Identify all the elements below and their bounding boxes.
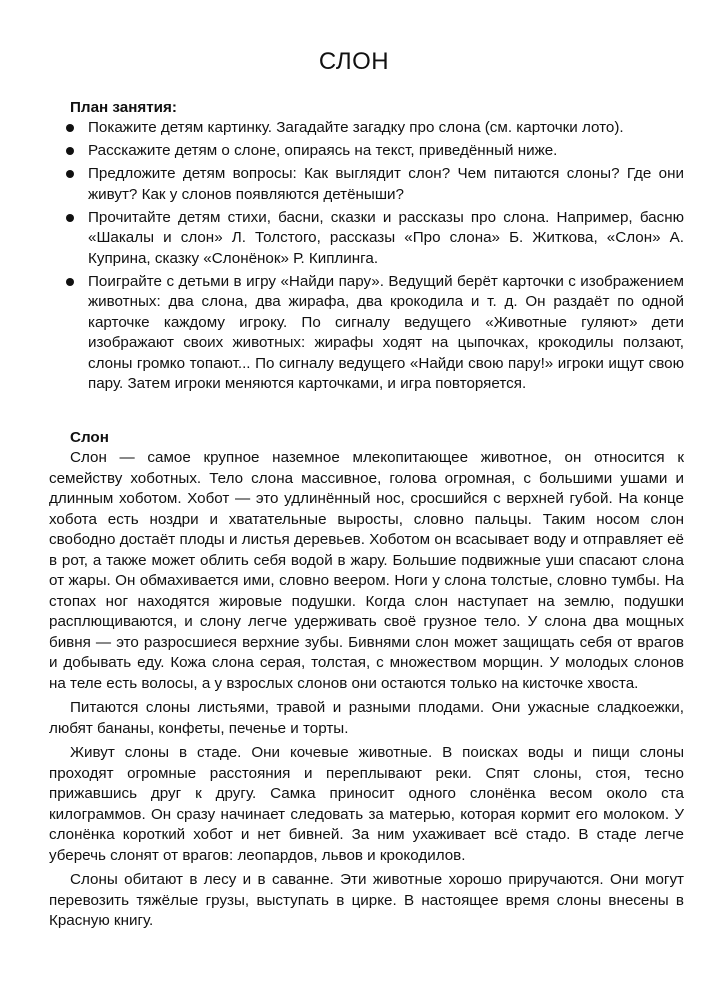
- article-heading: Слон: [70, 429, 109, 446]
- bullet-icon: [66, 124, 74, 132]
- bullet-icon: [66, 147, 74, 155]
- plan-item-text: Прочитайте детям стихи, басни, сказки и рассказы про слона. Например, басню «Шакалы и слон» Л. Толстого, рассказы «Про слона» Б. Житкова, «Слон» А. Куприна, сказку «Слонёнок» Р. Киплинга.: [88, 208, 684, 267]
- lesson-plan-section: [70, 98, 684, 397]
- plan-item-text: Покажите детям картинку. Загадайте загадку про слона (см. карточки лото).: [88, 119, 624, 136]
- bullet-icon: [66, 170, 74, 178]
- article-paragraph: Питаются слоны листьями, травой и разными плодами. Они ужасные сладкоежки, любят бананы, конфеты, печенье и торты.: [49, 699, 684, 737]
- plan-item: [67, 141, 684, 162]
- plan-item-text: Поиграйте с детьми в игру «Найди пару». Ведущий берёт карточки с изображением животных: два слона, два жирафа, два крокодила и т. д. Он раздаёт по одной карточке каждому игроку. По сигналу ведущего «Животные гуляют» дети изображают своих животных: жирафы ходят на цыпочках, крокодилы ползают, слоны громко топают... По сигналу ведущего «Найди свою пару!» игроки ищут свою пару. Затем игроки меняются карточками, и игра повторяется.: [88, 272, 684, 392]
- plan-item-text: Предложите детям вопросы: Как выглядит слон? Чем питаются слоны? Где они живут? Как у слонов появляются детёныши?: [88, 165, 684, 203]
- page-title: СЛОН: [318, 48, 390, 75]
- lesson-plan-list: [70, 118, 684, 395]
- plan-item-text: Расскажите детям о слоне, опираясь на текст, приведённый ниже.: [88, 142, 558, 159]
- article-paragraph: Живут слоны в стаде. Они кочевые животные. В поисках воды и пищи слоны проходят огромные расстояния и переплывают реки. Спят слоны, стоя, тесно прижавшись друг к другу. Самка приносит одного слонёнка весом около ста килограммов. Он сразу начинает следовать за матерью, которая кормит его молоком. У слонёнка короткий хобот и нет бивней. За ним ухаживает всё стадо. В стаде легче уберечь слонят от врагов: леопардов, львов и крокодилов.: [49, 744, 684, 864]
- plan-item: [67, 208, 684, 270]
- bullet-icon: [66, 278, 74, 286]
- article-paragraph: Слоны обитают в лесу и в саванне. Эти животные хорошо приручаются. Они могут перевозить тяжёлые грузы, выступать в цирке. В настоящее время слоны внесены в Красную книгу.: [49, 871, 684, 929]
- elephant-article-section: [49, 428, 684, 936]
- bullet-icon: [66, 214, 74, 222]
- plan-item: [67, 164, 684, 205]
- article-body: [49, 448, 684, 932]
- lesson-plan-heading: План занятия:: [70, 99, 177, 116]
- article-paragraph: Слон — самое крупное наземное млекопитающее животное, он относится к семейству хоботных. Тело слона массивное, голова огромная, с большими ушами и длинным хоботом. Хобот — это удлинённый нос, сросшийся с верхней губой. На конце хобота есть ноздри и хватательные выросты, словно пальцы. Таким носом слон свободно достаёт плоды и листья деревьев. Хоботом он всасывает воду и отправляет её в рот, а также может облить себя водой в жару. Большие подвижные уши спасают слона от жары. Он обмахивается ими, словно веером. Ноги у слона толстые, словно тумбы. На стопах ног находятся жировые подушки. Когда слон наступает на землю, подушки расплющиваются, и слону легче удерживать своё грузное тело. У слона два мощных бивня — это разросшиеся верхние зубы. Бивнями слон может защищать себя от врагов и добывать еду. Кожа слона серая, толстая, с множеством морщин. У молодых слонов на теле есть волосы, а у взрослых слонов они остаются только на кисточке хвоста.: [49, 449, 684, 692]
- plan-item: [67, 118, 684, 139]
- plan-item: [67, 272, 684, 395]
